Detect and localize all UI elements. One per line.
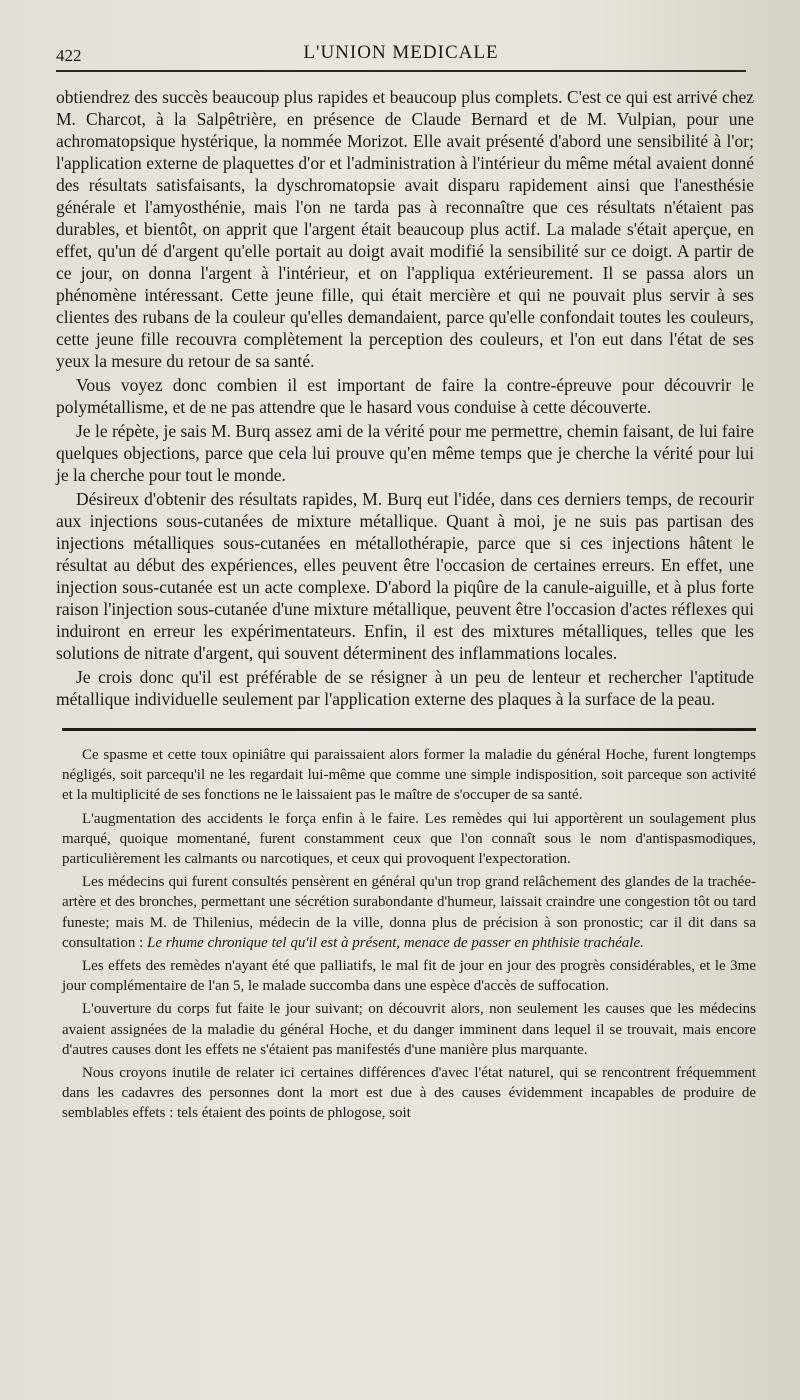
footnote-separator: [62, 728, 756, 731]
body-paragraph: Je le répète, je sais M. Burq assez ami de la vérité pour me permettre, chemin faisant, de lui faire quelques objections, parce que cela lui prouve qu'en même temps que je cherche la vérité pour lui je la cherche pour tout le monde.: [56, 421, 754, 485]
italic-quote: Le rhume chronique tel qu'il est à présent, menace de passer en phthisie trachéale.: [147, 934, 644, 951]
feuilleton-paragraph: L'augmentation des accidents le força enfin à le faire. Les remèdes qui lui apportèrent un soulagement plus marqué, quoique momentané, furent constamment ceux que l'on connaît sous le nom d'antispasmodiques, particulièrement les calmants ou narcotiques, et ceux qui provoquent l'expectoration.: [62, 810, 756, 868]
feuilleton-paragraph: Les effets des remèdes n'ayant été que palliatifs, le mal fit de jour en jour des progrès considérables, et le 3me jour complémentaire de l'an 5, le malade succomba dans une espèce d'accès de suffocation.: [62, 958, 756, 995]
feuilleton-paragraph: [62, 872, 756, 953]
feuilleton-paragraph: Nous croyons inutile de relater ici certaines différences d'avec l'état naturel, qui se rencontrent fréquemment dans les cadavres des personnes dont la mort est due à des causes évidemment incapables de produire de semblables effets : tels étaient des points de phlogose, soit: [62, 1065, 756, 1122]
page-number: 422: [56, 46, 82, 65]
feuilleton-paragraph: L'ouverture du corps fut faite le jour suivant; on découvrit alors, non seulement les causes que les médecins avaient assignées de la maladie du général Hoche, et du danger imminent dans lequel il se trouvait, mais encore d'autres causes dont les effets ne s'étaient pas manifestés d'une manière plus marquante.: [62, 1001, 756, 1058]
body-paragraph: Vous voyez donc combien il est important de faire la contre-épreuve pour découvrir le polymétallisme, et de ne pas attendre que le hasard vous conduise à cette découverte.: [56, 375, 754, 417]
feuilleton-paragraph: Ce spasme et cette toux opiniâtre qui paraissaient alors former la maladie du général Hoche, furent longtemps négligés, soit parcequ'il ne les regardait lui-même que comme une simple indisposition, soit parceque son activité et la multiplicité de ses fonctions ne le laissaient pas le maître de s'occuper de sa santé.: [62, 747, 756, 804]
feuilleton-text: [62, 745, 756, 1124]
article-body: [56, 86, 754, 710]
body-paragraph: obtiendrez des succès beaucoup plus rapides et beaucoup plus complets. C'est ce qui est arrivé chez M. Charcot, à la Salpêtrière, en présence de Claude Bernard et de M. Vulpian, pour une achromatopsique hystérique, la nommée Morizot. Elle avait présenté d'abord une sensibilité à l'or; l'application externe de plaquettes d'or et l'administration à l'intérieur du même métal avaient donné des résultats satisfaisants, la dyschromatopsie avait disparu rapidement ainsi que l'anesthésie générale et l'amyosthénie, mais l'on ne tarda pas à reconnaître que ces résultats n'étaient pas durables, et bientôt, on apprit que l'argent était beaucoup plus actif. La malade s'était aperçue, en effet, qu'un dé d'argent qu'elle portait au doigt avait modifié la sensibilité sur ce doigt. A partir de ce jour, on donna l'argent à l'intérieur, et on l'appliqua extérieurement. Il se passa alors un phénomène intéressant. Cette jeune fille, qui était mercière et qui ne pouvait plus servir à ses clientes des rubans de la couleur qu'elles demandaient, parce qu'elle confondait toutes les couleurs, cette jeune fille recouvra complètement la perception des couleurs, et l'on eut dans l'état de ses yeux la mesure du retour de sa santé.: [56, 87, 754, 371]
running-head: [56, 38, 746, 72]
feuilleton-paragraph-text: Les médecins qui furent consultés pensèrent en général qu'un trop grand relâchement des glandes de la trachée-artère et des bronches, permettant une sécrétion surabondante d'humeur, laissait craindre une congestion tôt ou tard funeste; mais M. de Thilenius, médecin de la ville, donna plus de précision à son pronostic; car il dit dans sa consultation :: [62, 874, 756, 951]
journal-title: L'UNION MEDICALE: [303, 42, 499, 63]
body-paragraph: Désireux d'obtenir des résultats rapides, M. Burq eut l'idée, dans ces derniers temps, de recourir aux injections sous-cutanées de mixture métallique. Quant à moi, je ne suis pas partisan des injections métalliques sous-cutanées en métallothérapie, parce que si ces injections hâtent le résultat au début des expériences, elles peuvent être l'occasion de certaines erreurs. En effet, une injection sous-cutanée est un acte complexe. D'abord la piqûre de la canule-aiguille, et à plus forte raison l'injection sous-cutanée d'une mixture métallique, peuvent être l'occasion d'actes réflexes qui induiront en erreur les expérimentateurs. Enfin, il est des mixtures métalliques, telles que les solutions de nitrate d'argent, qui souvent déterminent des inflammations locales.: [56, 489, 754, 663]
body-paragraph: Je crois donc qu'il est préférable de se résigner à un peu de lenteur et rechercher l'aptitude métallique individuelle seulement par l'application externe des plaques à la surface de la peau.: [56, 667, 754, 709]
